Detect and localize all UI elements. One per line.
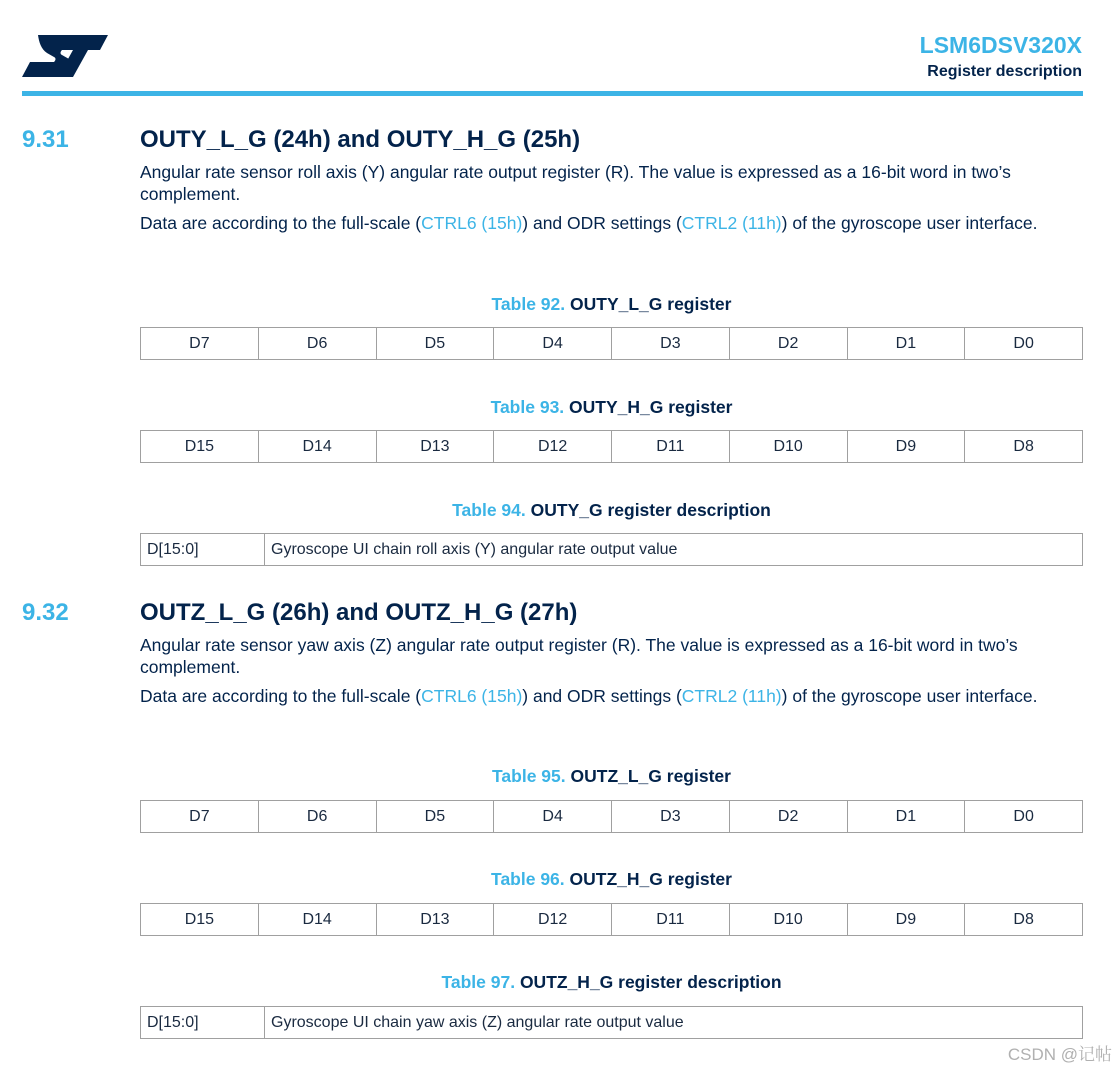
bit-cell: D6 xyxy=(258,328,376,360)
bit-cell: D13 xyxy=(376,431,494,463)
section-paragraph-data: Data are according to the full-scale (CTRL6 (15h)) and ODR settings (CTRL2 (11h)) of the gyroscope user interface. xyxy=(140,686,1038,706)
bit-cell: D15 xyxy=(141,431,259,463)
ctrl6-link[interactable]: CTRL6 (15h) xyxy=(421,213,523,233)
bit-cell: D12 xyxy=(494,431,612,463)
bit-cell: D4 xyxy=(494,328,612,360)
bit-cell: D7 xyxy=(141,328,259,360)
bit-cell: D2 xyxy=(729,328,847,360)
table-caption: Table 96. OUTZ_H_G register xyxy=(491,869,732,889)
table-caption: Table 92. OUTY_L_G register xyxy=(491,294,732,314)
section-number: 9.32 xyxy=(22,599,69,626)
register-bits-table xyxy=(140,800,1083,833)
register-bits-table xyxy=(140,903,1083,936)
ctrl2-link[interactable]: CTRL2 (11h) xyxy=(681,213,782,233)
register-bits-table xyxy=(140,327,1083,360)
bit-cell: D13 xyxy=(376,904,494,936)
bit-cell: D8 xyxy=(965,904,1083,936)
document-header xyxy=(920,32,1082,81)
bit-cell: D10 xyxy=(729,431,847,463)
table-caption: Table 93. OUTY_H_G register xyxy=(490,397,733,417)
bit-cell: D10 xyxy=(729,904,847,936)
document-title: LSM6DSV320X xyxy=(919,32,1082,58)
table-caption: Table 97. OUTZ_H_G register description xyxy=(441,972,782,992)
section-paragraph-data: Data are according to the full-scale (CTRL6 (15h)) and ODR settings (CTRL2 (11h)) of the gyroscope user interface. xyxy=(140,213,1038,233)
bit-cell: D3 xyxy=(612,801,730,833)
register-description-table xyxy=(140,533,1083,566)
bit-cell: D5 xyxy=(376,328,494,360)
register-description-table xyxy=(140,1006,1083,1039)
bit-cell: D14 xyxy=(258,904,376,936)
bit-cell: D2 xyxy=(729,801,847,833)
section-paragraph: Angular rate sensor yaw axis (Z) angular rate output register (R). The value is expressed as a 16-bit word in two’s complement. xyxy=(140,635,1018,677)
bit-cell: D9 xyxy=(847,431,965,463)
document-subtitle: Register description xyxy=(927,63,1082,80)
watermark: CSDN @记帖 xyxy=(1007,1045,1112,1064)
bit-cell: D8 xyxy=(965,431,1083,463)
bit-cell: D3 xyxy=(612,328,730,360)
section-paragraph: Angular rate sensor roll axis (Y) angular rate output register (R). The value is expressed as a 16-bit word in two’s complement. xyxy=(140,162,1011,204)
ctrl2-link[interactable]: CTRL2 (11h) xyxy=(681,686,782,706)
bit-cell: D1 xyxy=(847,801,965,833)
bit-cell: D1 xyxy=(847,328,965,360)
bit-cell: D5 xyxy=(376,801,494,833)
bit-cell: D12 xyxy=(494,904,612,936)
register-bits-table xyxy=(140,430,1083,463)
field-description-cell: Gyroscope UI chain yaw axis (Z) angular rate output value xyxy=(265,1007,1083,1039)
bit-cell: D0 xyxy=(965,328,1083,360)
bit-cell: D6 xyxy=(258,801,376,833)
section-title: OUTY_L_G (24h) and OUTY_H_G (25h) xyxy=(140,126,581,153)
bit-cell: D15 xyxy=(141,904,259,936)
section-number: 9.31 xyxy=(22,126,69,153)
bit-cell: D14 xyxy=(258,431,376,463)
table-caption: Table 95. OUTZ_L_G register xyxy=(492,766,731,786)
field-name-cell: D[15:0] xyxy=(141,534,265,566)
ctrl6-link[interactable]: CTRL6 (15h) xyxy=(421,686,523,706)
bit-cell: D4 xyxy=(494,801,612,833)
field-description-cell: Gyroscope UI chain roll axis (Y) angular rate output value xyxy=(265,534,1083,566)
st-logo xyxy=(22,33,108,79)
field-name-cell: D[15:0] xyxy=(141,1007,265,1039)
bit-cell: D0 xyxy=(965,801,1083,833)
bit-cell: D9 xyxy=(847,904,965,936)
bit-cell: D11 xyxy=(612,904,730,936)
table-caption: Table 94. OUTY_G register description xyxy=(452,500,771,520)
header-rule xyxy=(22,91,1083,96)
bit-cell: D11 xyxy=(612,431,730,463)
bit-cell: D7 xyxy=(141,801,259,833)
section-title: OUTZ_L_G (26h) and OUTZ_H_G (27h) xyxy=(140,599,578,626)
